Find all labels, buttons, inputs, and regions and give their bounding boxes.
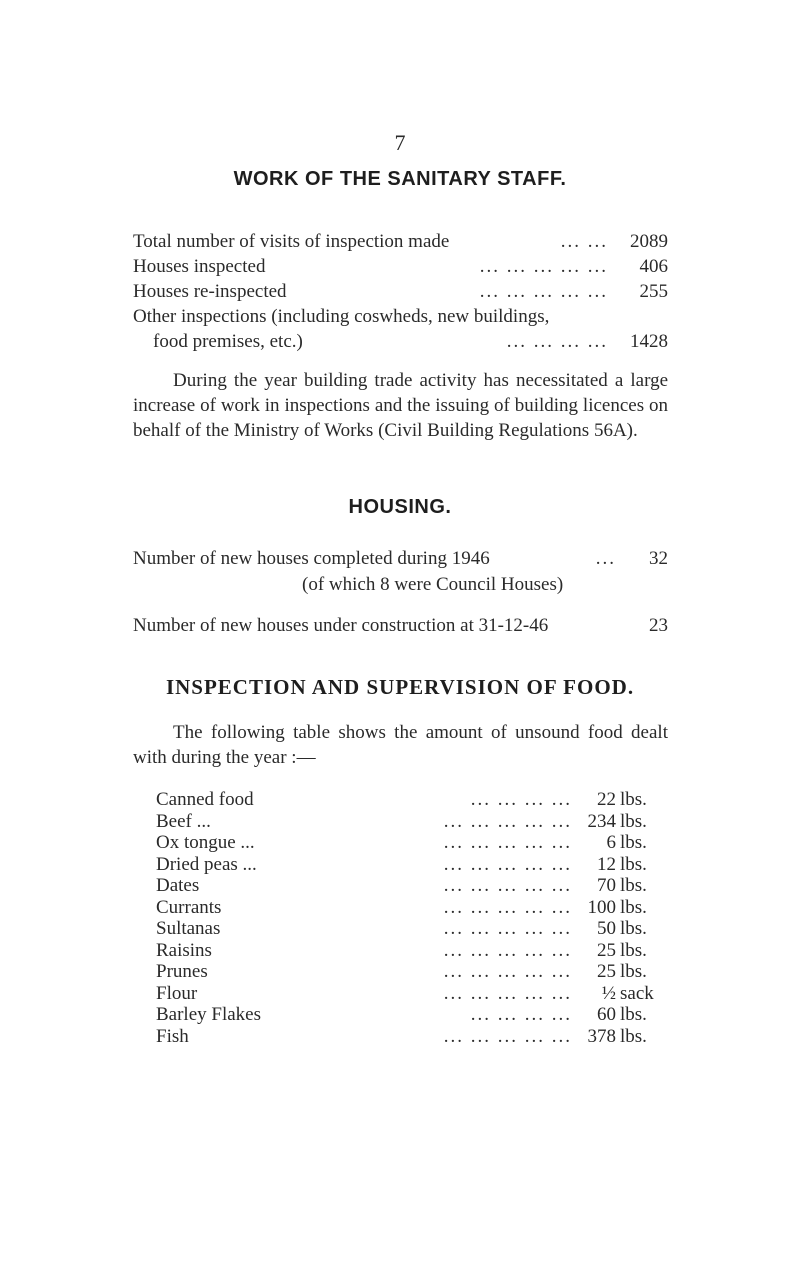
food-amount-unit: lbs. bbox=[620, 896, 647, 918]
food-amount-unit: sack bbox=[620, 982, 654, 1004]
food-amount-number: 6 bbox=[606, 832, 616, 853]
food-amount bbox=[576, 810, 668, 834]
food-amount-unit: lbs. bbox=[620, 875, 647, 896]
food-row bbox=[156, 853, 668, 877]
food-amount-number: 100 bbox=[587, 896, 616, 918]
food-row bbox=[156, 1025, 668, 1049]
food-amount-unit: lbs. bbox=[620, 1004, 647, 1025]
food-name: Flour bbox=[156, 982, 198, 1004]
stat-value: 1428 bbox=[630, 331, 668, 352]
food-name: Barley Flakes bbox=[156, 1004, 262, 1025]
leader-dots: ... ... ... ... ... bbox=[479, 256, 608, 277]
paragraph-text: During the year building trade activity has necessitated a large increase of work in inspections and the issuing of building licences on behalf of the Ministry of Works (Civil Building Regulations 56A). bbox=[133, 370, 668, 441]
housing-value: 32 bbox=[649, 548, 668, 569]
food-amount bbox=[576, 939, 668, 963]
food-name: Currants bbox=[156, 896, 222, 918]
food-amount-number: 22 bbox=[597, 789, 616, 810]
food-row bbox=[156, 896, 668, 920]
food-amount bbox=[576, 874, 668, 898]
page-number: 7 bbox=[394, 130, 406, 155]
food-row bbox=[156, 960, 668, 984]
food-amount-unit: lbs. bbox=[620, 1025, 647, 1047]
leader-dots: ... ... ... ... bbox=[506, 331, 608, 352]
food-row bbox=[156, 810, 668, 834]
food-name: Canned food bbox=[156, 789, 254, 810]
food-amount-number: 234 bbox=[587, 810, 616, 832]
food-amount-number: 70 bbox=[597, 875, 616, 896]
food-row bbox=[156, 1003, 668, 1027]
food-amount-unit: lbs. bbox=[620, 832, 647, 853]
leader-dots: ... ... ... ... ... bbox=[443, 918, 572, 939]
food-name: Ox tongue ... bbox=[156, 832, 255, 853]
food-amount bbox=[576, 896, 668, 920]
food-amount bbox=[576, 788, 668, 812]
stat-value: 255 bbox=[639, 281, 668, 302]
housing-completed-note: (of which 8 were Council Houses) bbox=[302, 574, 564, 595]
food-amount-unit: lbs. bbox=[620, 918, 647, 939]
food-amount-unit: lbs. bbox=[620, 961, 647, 982]
food-row bbox=[156, 982, 668, 1006]
work-section-title: WORK OF THE SANITARY STAFF. bbox=[233, 168, 567, 190]
food-row bbox=[156, 939, 668, 963]
food-amount-number: 60 bbox=[597, 1004, 616, 1025]
stat-row bbox=[133, 255, 668, 279]
leader-dots: ... ... ... ... ... bbox=[479, 281, 608, 302]
food-amount bbox=[576, 960, 668, 984]
housing-label: Number of new houses under construction at 31-12-46 bbox=[133, 615, 549, 636]
food-name: Dried peas ... bbox=[156, 853, 257, 875]
leader-dots: ... ... ... ... bbox=[470, 1004, 572, 1025]
housing-construction-row bbox=[133, 614, 668, 638]
food-amount bbox=[576, 982, 668, 1006]
food-name: Fish bbox=[156, 1025, 189, 1047]
stat-row bbox=[133, 280, 668, 304]
food-amount bbox=[576, 917, 668, 941]
food-name: Prunes bbox=[156, 961, 208, 982]
food-amount bbox=[576, 853, 668, 877]
stat-label: Total number of visits of inspection made bbox=[133, 231, 450, 252]
food-row bbox=[156, 831, 668, 855]
leader-dots: ... ... ... ... ... bbox=[443, 810, 572, 832]
food-section-title: INSPECTION AND SUPERVISION OF FOOD. bbox=[165, 675, 635, 699]
stat-label: Houses re-inspected bbox=[133, 281, 287, 302]
food-amount-number: 50 bbox=[597, 918, 616, 939]
food-intro bbox=[133, 720, 668, 770]
food-row bbox=[156, 788, 668, 812]
food-amount bbox=[576, 831, 668, 855]
food-amount bbox=[576, 1003, 668, 1027]
food-amount-unit: lbs. bbox=[620, 853, 647, 875]
stat-label: Houses inspected bbox=[133, 256, 266, 277]
stat-label: Other inspections (including coswheds, new buildings, bbox=[133, 306, 550, 327]
work-paragraph bbox=[133, 368, 668, 443]
leader-dots: ... ... ... ... ... bbox=[443, 1025, 572, 1047]
housing-section-title: HOUSING. bbox=[348, 496, 452, 518]
food-amount-number: 378 bbox=[587, 1025, 616, 1047]
food-amount bbox=[576, 1025, 668, 1049]
food-amount-unit: lbs. bbox=[620, 939, 647, 961]
food-amount-number: 25 bbox=[597, 939, 616, 961]
food-amount-number: ½ bbox=[601, 982, 616, 1004]
stat-row-continued bbox=[153, 330, 668, 354]
stat-value: 406 bbox=[639, 256, 668, 277]
housing-label: Number of new houses completed during 1946 bbox=[133, 548, 490, 569]
food-name: Sultanas bbox=[156, 918, 221, 939]
leader-dots: ... ... ... ... ... bbox=[443, 832, 572, 853]
food-row bbox=[156, 917, 668, 941]
leader-dots: ... ... bbox=[560, 231, 608, 252]
stat-label: food premises, etc.) bbox=[153, 331, 303, 352]
housing-completed-row bbox=[133, 547, 668, 571]
housing-value: 23 bbox=[649, 615, 668, 636]
stat-row bbox=[133, 305, 668, 329]
leader-dots: ... ... ... ... ... bbox=[443, 896, 572, 918]
food-amount-unit: lbs. bbox=[620, 810, 647, 832]
food-row bbox=[156, 874, 668, 898]
leader-dots: ... bbox=[595, 548, 616, 569]
leader-dots: ... ... ... ... bbox=[470, 789, 572, 810]
stat-value: 2089 bbox=[630, 231, 668, 252]
food-amount-unit: lbs. bbox=[620, 789, 647, 810]
food-name: Dates bbox=[156, 875, 200, 896]
leader-dots: ... ... ... ... ... bbox=[443, 939, 572, 961]
food-name: Raisins bbox=[156, 939, 212, 961]
leader-dots: ... ... ... ... ... bbox=[443, 982, 572, 1004]
leader-dots: ... ... ... ... ... bbox=[443, 853, 572, 875]
food-name: Beef ... bbox=[156, 810, 211, 832]
intro-text: The following table shows the amount of unsound food dealt with during the year :— bbox=[133, 722, 668, 768]
stat-row bbox=[133, 230, 668, 254]
leader-dots: ... ... ... ... ... bbox=[443, 875, 572, 896]
food-amount-number: 25 bbox=[597, 961, 616, 982]
food-amount-number: 12 bbox=[597, 853, 616, 875]
leader-dots: ... ... ... ... ... bbox=[443, 961, 572, 982]
